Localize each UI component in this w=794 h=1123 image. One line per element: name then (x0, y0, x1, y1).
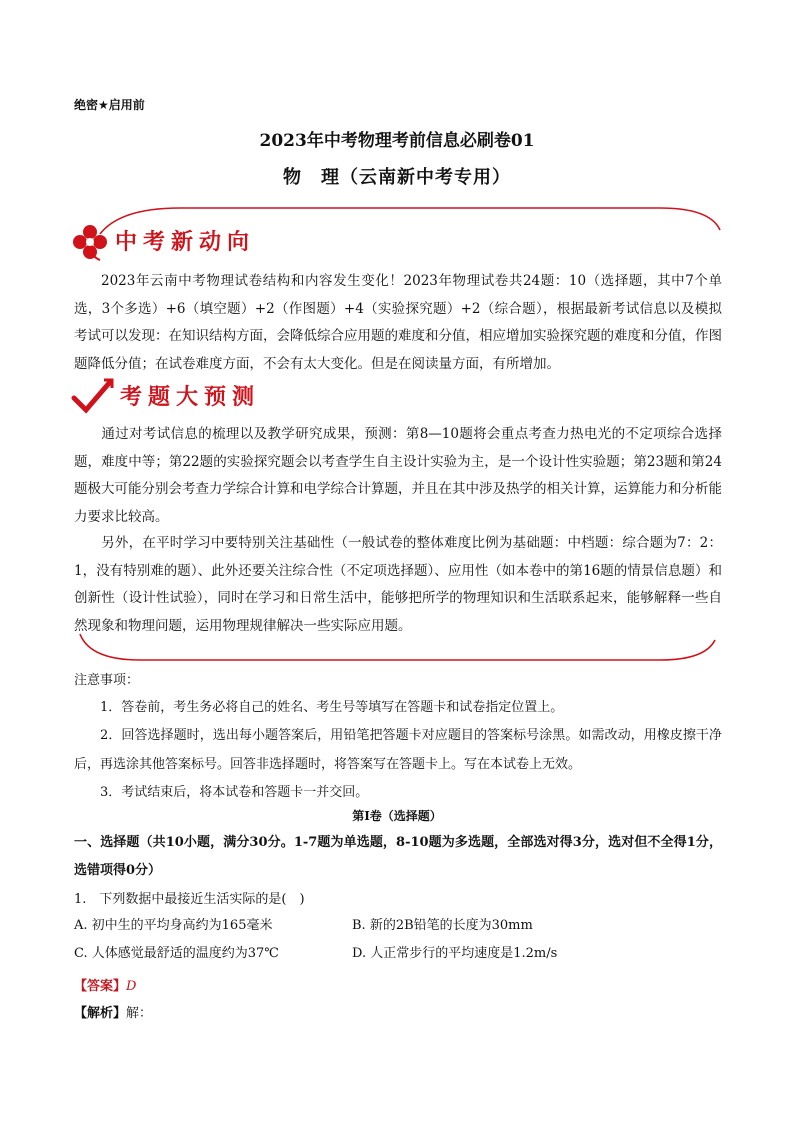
trends-paragraph: 2023年云南中考物理试卷结构和内容发生变化！2023年物理试卷共24题：10（选择题，其中7个单选，3个多选）+6（填空题）+2（作图题）+4（实验探究题）+2（综合题），根据最新考试信息以及模拟考试可以发现：在知识结构方面，会降低综合应用题的难度和分值，相应增加实验探究题的难度和分值，作图题降低分值；在试卷难度方面，不会有太大变化。但是在阅读量方面，有所增加。 (74, 273, 722, 372)
banner-exam-trends: 中考新动向 (115, 230, 256, 255)
section-trends-text (74, 268, 722, 378)
option-a: A. 初中生的平均身高约为165毫米 (74, 918, 273, 933)
forecast-paragraph-1: 通过对考试信息的梳理以及教学研究成果，预测：第8—10题将会重点考查力热电光的不定项综合选择题，难度中等；第22题的实验探究题会以考查学生自主设计实验为主，是一个设计性实验题；第23题和第24题极大可能分别会考查力学综合计算和电学综合计算题，并且在其中涉及热学的相关计算，运算能力和分析能力要求比较高。 (74, 426, 722, 525)
question-1-stem: 1. 下列数据中最接近生活实际的是( ) (74, 892, 305, 907)
analysis-value: 解： (126, 1006, 153, 1021)
checkmark-arrow-icon (70, 376, 116, 416)
option-c: C. 人体感觉最舒适的温度约为37℃ (74, 946, 279, 961)
option-b: B. 新的2B铅笔的长度为30mm (352, 918, 533, 933)
analysis-label: 【解析】 (74, 1006, 127, 1021)
section-instructions: 一、选择题（共10小题，满分30分。1-7题为单选题，8-10题为多选题，全部选对得3分，选对但不全得1分，选错项得0分） (74, 835, 722, 878)
clover-icon (70, 222, 110, 262)
notice-item-2: 2．回答选择题时，选出每小题答案后，用铅笔把答题卡对应题目的答案标号涂黑。如需改动，用橡皮擦干净后，再选涂其他答案标号。回答非选择题时，将答案写在答题卡上。写在本试卷上无效。 (74, 728, 722, 772)
option-d: D. 人正常步行的平均速度是1.2m/s (352, 946, 558, 961)
part-one-title: 第Ⅰ卷（选择题） (352, 809, 442, 823)
section-forecast-text-2 (74, 530, 722, 640)
banner-question-forecast: 考题大预测 (120, 385, 261, 410)
section-forecast-text-1 (74, 421, 722, 531)
forecast-paragraph-2: 另外，在平时学习中要特别关注基础性（一般试卷的整体难度比例为基础题：中档题：综合题为7：2：1，没有特别难的题）、此外还要关注综合性（不定项选择题）、应用性（如本卷中的第16题的情景信息题）和创新性（设计性试验），同时在学习和日常生活中，能够把所学的物理知识和生活联系起来，能够解释一些自然现象和物理问题，运用物理规律解决一些实际应用题。 (74, 535, 722, 634)
notice-item-3: 3．考试结束后，将本试卷和答题卡一并交回。 (100, 785, 369, 800)
confidential-mark: 绝密★启用前 (74, 98, 145, 112)
notice-block (74, 667, 722, 806)
answer-label: 【答案】 (74, 979, 127, 994)
bottom-decoration-curve (60, 628, 740, 668)
answer-value: D (126, 979, 137, 994)
notice-item-1: 1．答卷前，考生务必将自己的姓名、考生号等填写在答题卡和试卷指定位置上。 (100, 700, 564, 715)
answer-line (74, 973, 136, 1000)
exam-title: 2023年中考物理考前信息必刷卷01 (259, 131, 535, 151)
analysis-line (74, 1000, 152, 1027)
notice-heading: 注意事项： (74, 673, 140, 688)
exam-subtitle: 物 理（云南新中考专用） (283, 167, 511, 188)
